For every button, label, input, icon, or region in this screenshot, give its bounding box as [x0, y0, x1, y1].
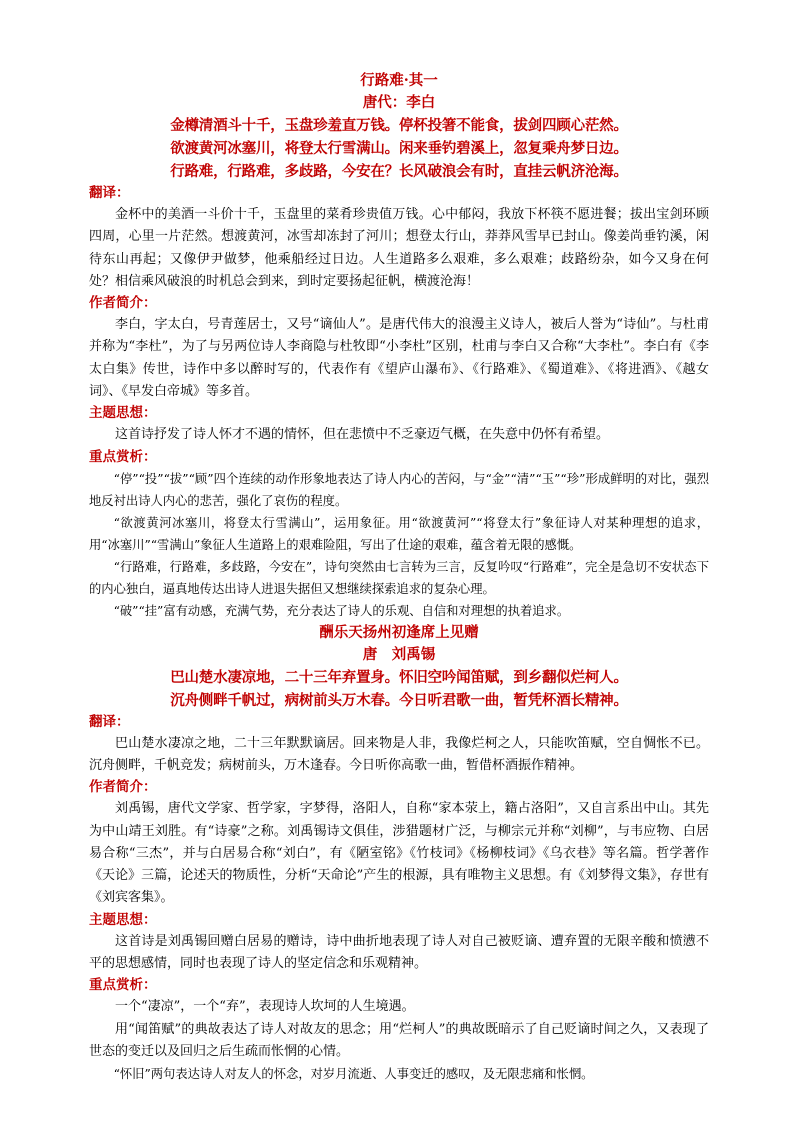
- section-heading-author: 作者简介：: [89, 779, 157, 796]
- appreciation-paragraph: “停”“投”“拔”“顾”四个连续的动作形象地表达了诗人内心的苦闷，与“金”“清”“玉”“珍”形成鲜明的对比，强烈地反衬出诗人内心的悲苦，强化了哀伤的程度。: [89, 471, 709, 508]
- poem-line: 金樽清酒斗十千，玉盘珍羞直万钱。停杯投箸不能食，拔剑四顾心茫然。: [170, 117, 628, 134]
- theme-text: 这首诗是刘禹锡回赠白居易的赠诗，诗中曲折地表现了诗人对自己被贬谪、遭弃置的无限辛酸和愤懑不平的思想感情，同时也表现了诗人的坚定信念和乐观精神。: [89, 933, 709, 972]
- appreciation-paragraph: 用“闻笛赋”的典故表达了诗人对故友的思念；用“烂柯人”的典故既暗示了自己贬谪时间之久，又表现了世态的变迁以及回归之后生疏而怅惘的心情。: [89, 1021, 709, 1059]
- author-intro-text: 刘禹锡，唐代文学家、哲学家，字梦得，洛阳人，自称“家本荥上，籍占洛阳”，又自言系出中山。其先为中山靖王刘胜。有“诗豪”之称。刘禹锡诗文俱佳，涉猎题材广泛，与柳宗元并称“刘柳”，与韦应物、白居易合称“三杰”，并与白居易合称“刘白”，有《陋室铭》《竹枝词》《杨柳枝词》《乌衣巷》等名篇。哲学著作《天论》三篇，论述天的物质性，分析“天命论”产生的根源，具有唯物主义思想。有《刘梦得文集》，存世有《刘宾客集》。: [89, 801, 709, 906]
- author-intro-text: 李白，字太白，号青莲居士，又号“谪仙人”。是唐代伟大的浪漫主义诗人，被后人誉为“诗仙”。与杜甫并称为“李杜”，为了与另两位诗人李商隐与杜牧即“小李杜”区别，杜甫与李白又合称“大李杜”。李白有《李太白集》传世，诗作中多以醉时写的，代表作有《望庐山瀑布》、《行路难》、《蜀道难》、《将进酒》、《越女词》、《早发白帝城》等多首。: [89, 317, 709, 400]
- appreciation-paragraph: “怀旧”两句表达诗人对友人的怀念，对岁月流逝、人事变迁的感叹，及无限悲痛和怅惘。: [113, 1067, 594, 1082]
- appreciation-paragraph: 一个“凄凉”，一个“弃”，表现诗人坎坷的人生境遇。: [115, 999, 415, 1015]
- translation-text: 金杯中的美酒一斗价十千，玉盘里的菜肴珍贵值万钱。心中郁闷，我放下杯筷不愿进餐；拔出宝剑环顾四周，心里一片茫然。想渡黄河，冰雪却冻封了河川；想登太行山，莽莽风雪早已封山。像姜尚垂钓溪，闲待东山再起；又像伊尹做梦，他乘船经过日边。人生道路多么艰难，多么艰难；歧路纷杂，如今又身在何处？相信乘风破浪的时机总会到来，到时定要扬起征帆，横渡沧海！: [89, 207, 709, 289]
- section-heading-appreciation: 重点赏析：: [89, 977, 157, 994]
- poem-author: 唐 刘禹锡: [362, 645, 436, 663]
- appreciation-paragraph: “欲渡黄河冰塞川，将登太行雪满山”，运用象征。用“欲渡黄河”“将登太行”象征诗人对某种理想的追求，用“冰塞川”“雪满山”象征人生道路上的艰难险阻，写出了仕途的艰难，蕴含着无限的感慨。: [89, 515, 709, 552]
- translation-text: 巴山楚水凄凉之地，二十三年默默谪居。回来物是人非，我像烂柯之人，只能吹笛赋，空自惆怅不已。沉舟侧畔，千帆竞发；病树前头，万木逢春。今日听你高歌一曲，暂借杯酒振作精神。: [89, 735, 709, 773]
- section-heading-translation: 翻译：: [89, 713, 130, 730]
- theme-text: 这首诗抒发了诗人怀才不遇的情怀，但在悲愤中不乏豪迈气概，在失意中仍怀有希望。: [115, 427, 610, 443]
- section-heading-appreciation: 重点赏析：: [89, 448, 157, 465]
- poem-line: 欲渡黄河冰塞川，将登太行雪满山。闲来垂钓碧溪上，忽复乘舟梦日边。: [170, 140, 628, 157]
- poem-line: 沉舟侧畔千帆过，病树前头万木春。今日听君歌一曲，暂凭杯酒长精神。: [170, 691, 628, 709]
- poem-author: 唐代：李白: [362, 94, 436, 111]
- section-heading-theme: 主题思想：: [89, 911, 157, 928]
- poem-line: 巴山楚水凄凉地，二十三年弃置身。怀旧空吟闻笛赋，到乡翻似烂柯人。: [170, 668, 628, 686]
- section-heading-translation: 翻译：: [89, 185, 130, 201]
- poem-title: 酬乐天扬州初逢席上见赠: [319, 623, 479, 641]
- poem-line: 行路难，行路难，多歧路，今安在？长风破浪会有时，直挂云帆济沧海。: [170, 163, 628, 180]
- appreciation-paragraph: “行路难，行路难，多歧路，今安在”，诗句突然由七言转为三言，反复吟叹“行路难”，完全是急切不安状态下的内心独白，逼真地传达出诗人进退失据但又想继续探索追求的复杂心理。: [89, 559, 709, 596]
- appreciation-paragraph: “破”“挂”富有动感，充满气势，充分表达了诗人的乐观、自信和对理想的执着追求。: [113, 603, 570, 618]
- section-heading-author: 作者简介：: [89, 295, 157, 312]
- document-page: [89, 70, 709, 1085]
- poem-title: 行路难·其一: [360, 72, 438, 89]
- section-heading-theme: 主题思想：: [89, 405, 157, 422]
